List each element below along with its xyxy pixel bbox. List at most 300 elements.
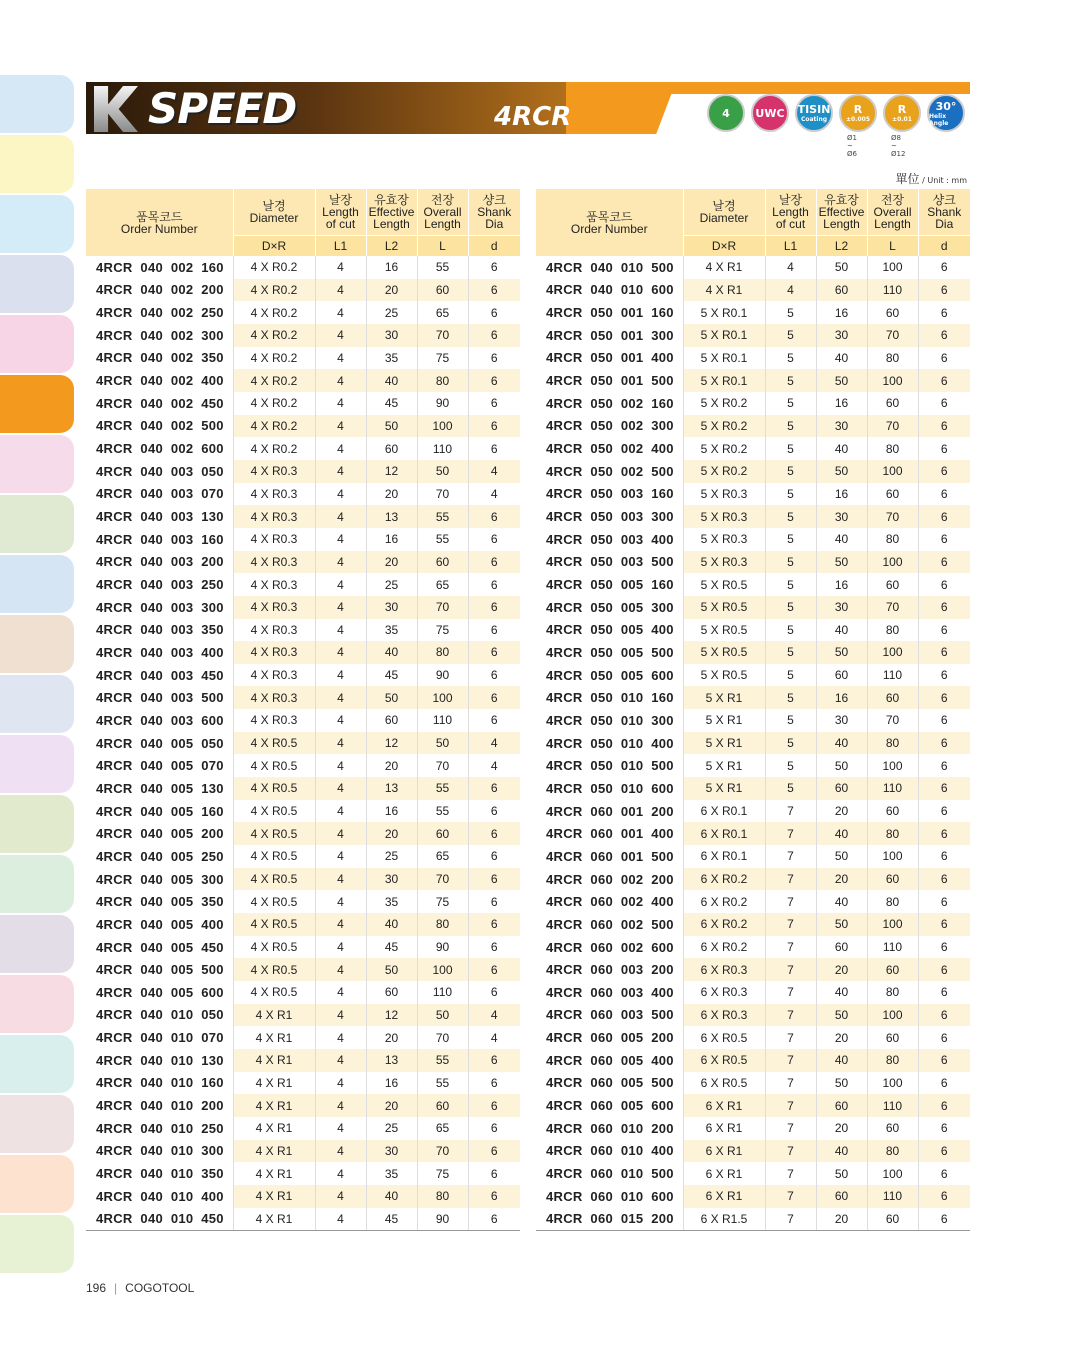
table-row [86,324,520,347]
order-number-cell: 4RCR 050 002 500 [536,460,683,483]
spec-cell: 35 [366,619,417,642]
spec-cell: 4 X R0.3 [233,573,315,596]
table-row [536,392,970,415]
spec-cell: 6 [918,392,970,415]
table-row [86,800,520,823]
spec-cell: 5 X R0.2 [683,392,765,415]
spec-cell: 55 [417,777,468,800]
table-row [536,754,970,777]
spec-cell: 80 [417,641,468,664]
spec-cell: 6 [918,777,970,800]
badge-label: 30° [935,99,957,113]
spec-cell: 20 [366,1094,417,1117]
spec-cell: 6 X R0.5 [683,1026,765,1049]
table-row [536,324,970,347]
spec-cell: 6 [918,369,970,392]
order-number-cell: 4RCR 060 005 500 [546,1075,674,1091]
table-row [536,437,970,460]
spec-cell: 4 X R0.2 [233,279,315,302]
table-row [536,505,970,528]
spec-cell: 20 [816,800,867,823]
spec-cell: 4 [315,732,366,755]
spec-cell: 6 X R0.1 [683,822,765,845]
spec-cell: 50 [816,913,867,936]
spec-cell: 6 [468,664,520,687]
spec-cell: 6 [468,324,520,347]
spec-cell: 4 [468,754,520,777]
spec-cell: 6 [468,1072,520,1095]
spec-cell: 50 [417,460,468,483]
side-tab[interactable] [0,1215,74,1273]
table-row [86,822,520,845]
spec-cell: 5 X R1 [683,709,765,732]
order-number-cell: 4RCR 060 003 200 [536,958,683,981]
order-number-cell: 4RCR 040 003 250 [96,577,224,593]
spec-cell: 6 [918,460,970,483]
side-tab[interactable] [0,735,74,793]
spec-cell: 20 [816,868,867,891]
spec-cell: 50 [816,256,867,279]
spec-cell: 110 [417,981,468,1004]
table-row [536,528,970,551]
order-number-cell: 4RCR 040 005 160 [96,803,224,819]
spec-cell: 65 [417,573,468,596]
spec-cell: 5 [765,415,816,438]
spec-cell: 6 [918,619,970,642]
title-banner [86,82,970,134]
side-tab[interactable] [0,315,74,373]
table-row [536,1185,970,1208]
spec-cell: 5 [765,347,816,370]
order-number-cell: 4RCR 040 002 450 [96,395,224,411]
spec-cell: 110 [867,279,918,302]
spec-cell: 6 [918,1117,970,1140]
spec-cell: 6 [468,1094,520,1117]
spec-cell: 70 [867,505,918,528]
side-tab[interactable] [0,675,74,733]
order-number-cell: 4RCR 040 010 300 [86,1140,233,1163]
order-number-cell: 4RCR 040 002 350 [96,350,224,366]
spec-cell: 6 [918,573,970,596]
spec-cell: 4 [315,551,366,574]
spec-cell: 4 [315,913,366,936]
spec-cell: 40 [816,1049,867,1072]
spec-cell: 35 [366,1162,417,1185]
spec-cell: 6 [918,1049,970,1072]
spec-cell: 7 [765,913,816,936]
spec-cell: 110 [867,1185,918,1208]
spec-cell: 6 [918,686,970,709]
spec-cell: 4 X R1 [683,256,765,279]
spec-cell: 60 [816,936,867,959]
spec-cell: 16 [366,1072,417,1095]
spec-cell: 5 X R0.3 [683,551,765,574]
spec-cell: 12 [366,460,417,483]
table-row [536,1004,970,1027]
order-number-cell: 4RCR 040 002 300 [86,324,233,347]
side-tab[interactable] [0,255,74,313]
col-loc: 날장 Length of cut [315,189,366,236]
spec-cell: 4 X R0.3 [233,551,315,574]
spec-cell: 4 [315,1185,366,1208]
spec-cell: 40 [366,369,417,392]
order-number-cell: 4RCR 050 010 500 [546,758,674,774]
spec-cell: 6 [468,1208,520,1231]
spec-cell: 6 [918,732,970,755]
spec-cell: 100 [417,686,468,709]
order-number-cell: 4RCR 050 005 600 [546,667,674,683]
spec-cell: 6 [918,800,970,823]
spec-cell: 4 X R0.2 [233,437,315,460]
spec-cell: 7 [765,890,816,913]
table-row [86,392,520,415]
spec-cell: 50 [816,1162,867,1185]
spec-cell: 4 X R0.5 [233,868,315,891]
side-tab[interactable] [0,555,74,613]
badge-label: R [897,103,907,116]
spec-cell: 80 [867,732,918,755]
badge-caption: Ø1 ~ Ø6 [847,134,857,158]
spec-cell: 100 [867,913,918,936]
spec-cell: 6 [468,1185,520,1208]
spec-cell: 6 [468,890,520,913]
spec-cell: 5 X R1 [683,754,765,777]
order-number-cell: 4RCR 040 005 300 [86,868,233,891]
spec-cell: 20 [366,754,417,777]
spec-cell: 100 [867,1004,918,1027]
side-tab[interactable] [0,375,74,433]
table-row [86,1185,520,1208]
spec-cell: 60 [417,822,468,845]
spec-cell: 4 [315,1208,366,1231]
table-row [536,573,970,596]
spec-cell: 6 [468,936,520,959]
spec-cell: 50 [366,686,417,709]
table-row [536,483,970,506]
spec-cell: 20 [366,1026,417,1049]
spec-cell: 110 [867,936,918,959]
order-number-cell: 4RCR 040 005 450 [96,939,224,955]
table-row [536,460,970,483]
side-tab[interactable] [0,1155,74,1213]
spec-cell: 4 [315,709,366,732]
order-number-cell: 4RCR 050 010 600 [536,777,683,800]
table-row [536,936,970,959]
spec-cell: 60 [867,800,918,823]
table-row [86,483,520,506]
sym-eff: L2 [366,236,417,257]
spec-cell: 5 X R1 [683,686,765,709]
spec-cell: 70 [867,324,918,347]
spec-cell: 4 [315,958,366,981]
side-tab[interactable] [0,135,74,193]
order-number-cell: 4RCR 040 010 160 [96,1075,224,1091]
order-number-cell: 4RCR 040 003 050 [86,460,233,483]
spec-cell: 6 X R1 [683,1094,765,1117]
spec-cell: 20 [366,822,417,845]
spec-cell: 5 [765,754,816,777]
spec-cell: 70 [417,1026,468,1049]
spec-cell: 60 [816,1185,867,1208]
table-row [86,981,520,1004]
spec-cell: 6 [468,981,520,1004]
spec-cell: 6 [468,415,520,438]
spec-cell: 4 [315,256,366,279]
side-tab[interactable] [0,615,74,673]
order-number-cell: 4RCR 050 005 300 [536,596,683,619]
spec-cell: 6 [468,392,520,415]
col-eff: 유효장 Effective Length [816,189,867,236]
spec-cell: 30 [366,596,417,619]
side-tab[interactable] [0,495,74,553]
spec-cell: 55 [417,1049,468,1072]
unit-label: 單位 / Unit : mm [895,172,967,186]
spec-cell: 20 [816,1026,867,1049]
spec-cell: 6 [918,551,970,574]
spec-cell: 7 [765,1117,816,1140]
footer-separator: | [114,1281,118,1295]
order-number-cell: 4RCR 040 010 500 [546,259,674,275]
order-number-cell: 4RCR 060 010 500 [546,1166,674,1182]
spec-cell: 4 X R0.5 [233,981,315,1004]
order-number-cell: 4RCR 050 005 400 [546,622,674,638]
spec-cell: 80 [867,437,918,460]
spec-cell: 70 [867,709,918,732]
side-tab[interactable] [0,915,74,973]
model-title: 4RCR [494,102,572,132]
spec-cell: 80 [867,619,918,642]
spec-cell: 6 [918,1026,970,1049]
spec-cell: 16 [816,686,867,709]
col-eff: 유효장 Effective Length [366,189,417,236]
side-tab[interactable] [0,75,74,133]
spec-cell: 25 [366,1117,417,1140]
spec-cell: 45 [366,936,417,959]
feature-badge-icon [927,94,965,132]
order-number-cell: 4RCR 040 002 400 [86,369,233,392]
spec-cell: 5 [765,732,816,755]
spec-cell: 6 [468,1117,520,1140]
side-tab[interactable] [0,975,74,1033]
spec-cell: 4 X R0.2 [233,347,315,370]
spec-cell: 16 [816,483,867,506]
order-number-cell: 4RCR 060 002 400 [546,894,674,910]
spec-cell: 110 [867,664,918,687]
spec-cell: 6 [918,1072,970,1095]
spec-cell: 6 [918,868,970,891]
spec-cell: 4 X R0.3 [233,686,315,709]
spec-cell: 60 [816,1094,867,1117]
table-row [86,279,520,302]
spec-cell: 100 [417,958,468,981]
spec-cell: 90 [417,392,468,415]
spec-cell: 30 [366,324,417,347]
spec-cell: 7 [765,800,816,823]
spec-cell: 6 [918,981,970,1004]
order-number-cell: 4RCR 060 002 500 [536,913,683,936]
order-number-cell: 4RCR 040 002 500 [86,415,233,438]
spec-cell: 4 X R1 [233,1140,315,1163]
spec-cell: 5 X R0.1 [683,369,765,392]
spec-cell: 12 [366,732,417,755]
spec-cell: 100 [417,415,468,438]
spec-cell: 40 [816,347,867,370]
order-number-cell: 4RCR 050 001 500 [536,369,683,392]
spec-cell: 4 X R0.3 [233,596,315,619]
col-loc: 날장 Length of cut [765,189,816,236]
feature-badge-icon [839,94,877,132]
side-tab[interactable] [0,1095,74,1153]
spec-cell: 7 [765,981,816,1004]
spec-cell: 6 X R0.3 [683,1004,765,1027]
side-tab[interactable] [0,855,74,913]
spec-cell: 40 [366,641,417,664]
badge-label: TISIN [797,103,831,116]
order-number-cell: 4RCR 040 003 600 [96,712,224,728]
spec-cell: 60 [816,777,867,800]
spec-cell: 6 [468,551,520,574]
order-number-cell: 4RCR 060 003 500 [536,1004,683,1027]
spec-cell: 16 [816,392,867,415]
spec-cell: 4 X R0.2 [233,256,315,279]
spec-cell: 4 X R1 [233,1208,315,1231]
spec-cell: 6 X R1 [683,1162,765,1185]
col-order: 품목코드 Order Number [86,189,233,256]
order-number-cell: 4RCR 060 010 400 [536,1140,683,1163]
spec-cell: 6 [918,279,970,302]
order-number-cell: 4RCR 060 015 200 [536,1208,683,1231]
spec-cell: 100 [867,369,918,392]
spec-cell: 6 [918,1185,970,1208]
spec-cell: 80 [867,1140,918,1163]
table-row [86,641,520,664]
spec-cell: 6 [468,596,520,619]
table-row [86,301,520,324]
feature-badge-icon [751,94,789,132]
spec-cell: 4 [315,754,366,777]
sym-shank: d [468,236,520,257]
table-row [536,958,970,981]
table-row [86,415,520,438]
spec-cell: 6 [468,1140,520,1163]
table-row [536,732,970,755]
table-row [536,868,970,891]
spec-cell: 5 X R1 [683,732,765,755]
spec-cell: 5 [765,301,816,324]
spec-cell: 70 [417,1140,468,1163]
spec-cell: 5 [765,551,816,574]
order-number-cell: 4RCR 050 003 160 [546,486,674,502]
spec-cell: 4 [315,1117,366,1140]
spec-cell: 40 [816,822,867,845]
spec-cell: 7 [765,1185,816,1208]
sym-loc: L1 [765,236,816,257]
order-number-cell: 4RCR 040 003 200 [86,551,233,574]
order-number-cell: 4RCR 060 005 400 [536,1049,683,1072]
company-name: COGOTOOL [125,1281,195,1295]
spec-cell: 40 [366,1185,417,1208]
spec-cell: 55 [417,256,468,279]
spec-cell: 4 X R1 [233,1072,315,1095]
table-row [86,573,520,596]
order-number-cell: 4RCR 040 005 050 [86,732,233,755]
spec-cell: 4 [315,1026,366,1049]
spec-cell: 50 [816,1004,867,1027]
side-tab[interactable] [0,435,74,493]
order-number-cell: 4RCR 040 005 400 [86,913,233,936]
order-number-cell: 4RCR 060 010 600 [536,1185,683,1208]
side-tab[interactable] [0,795,74,853]
spec-cell: 60 [867,1208,918,1231]
spec-cell: 6 [468,528,520,551]
sym-diameter: D×R [233,236,315,257]
spec-cell: 4 X R1 [233,1049,315,1072]
spec-cell: 4 X R1 [233,1094,315,1117]
spec-cell: 4 X R0.3 [233,641,315,664]
spec-cell: 5 [765,641,816,664]
spec-table-left [86,189,520,1231]
spec-cell: 50 [816,845,867,868]
table-row [86,913,520,936]
spec-cell: 7 [765,1162,816,1185]
spec-cell: 20 [366,279,417,302]
spec-cell: 30 [816,596,867,619]
table-row [86,460,520,483]
table-row [86,619,520,642]
side-tab[interactable] [0,1035,74,1093]
spec-cell: 6 X R1 [683,1185,765,1208]
spec-cell: 100 [867,256,918,279]
page-number: 196 [86,1281,107,1295]
spec-cell: 60 [867,958,918,981]
spec-cell: 5 X R0.5 [683,641,765,664]
spec-cell: 110 [417,437,468,460]
spec-cell: 55 [417,528,468,551]
spec-cell: 4 X R1 [233,1162,315,1185]
spec-cell: 60 [867,392,918,415]
spec-cell: 4 [315,1004,366,1027]
spec-cell: 75 [417,347,468,370]
spec-cell: 13 [366,777,417,800]
order-number-cell: 4RCR 040 003 130 [86,505,233,528]
brand-title: SPEED [148,84,297,133]
table-row [536,596,970,619]
side-tab[interactable] [0,195,74,253]
spec-cell: 100 [867,460,918,483]
table-row [86,958,520,981]
spec-cell: 6 X R0.5 [683,1049,765,1072]
spec-cell: 7 [765,1026,816,1049]
spec-cell: 70 [867,596,918,619]
spec-cell: 6 X R0.2 [683,913,765,936]
spec-cell: 4 [468,1004,520,1027]
order-number-cell: 4RCR 040 005 600 [96,984,224,1000]
order-number-cell: 4RCR 060 002 600 [546,939,674,955]
table-row [536,619,970,642]
spec-cell: 50 [366,958,417,981]
spec-cell: 5 X R0.1 [683,324,765,347]
spec-cell: 75 [417,1162,468,1185]
spec-cell: 4 [468,483,520,506]
order-number-cell: 4RCR 050 005 160 [546,577,674,593]
spec-cell: 4 X R0.3 [233,528,315,551]
order-number-cell: 4RCR 060 001 200 [546,803,674,819]
table-row [86,1094,520,1117]
spec-cell: 6 [468,641,520,664]
order-number-cell: 4RCR 040 010 600 [536,279,683,302]
spec-cell: 5 [765,392,816,415]
spec-cell: 4 [315,1072,366,1095]
